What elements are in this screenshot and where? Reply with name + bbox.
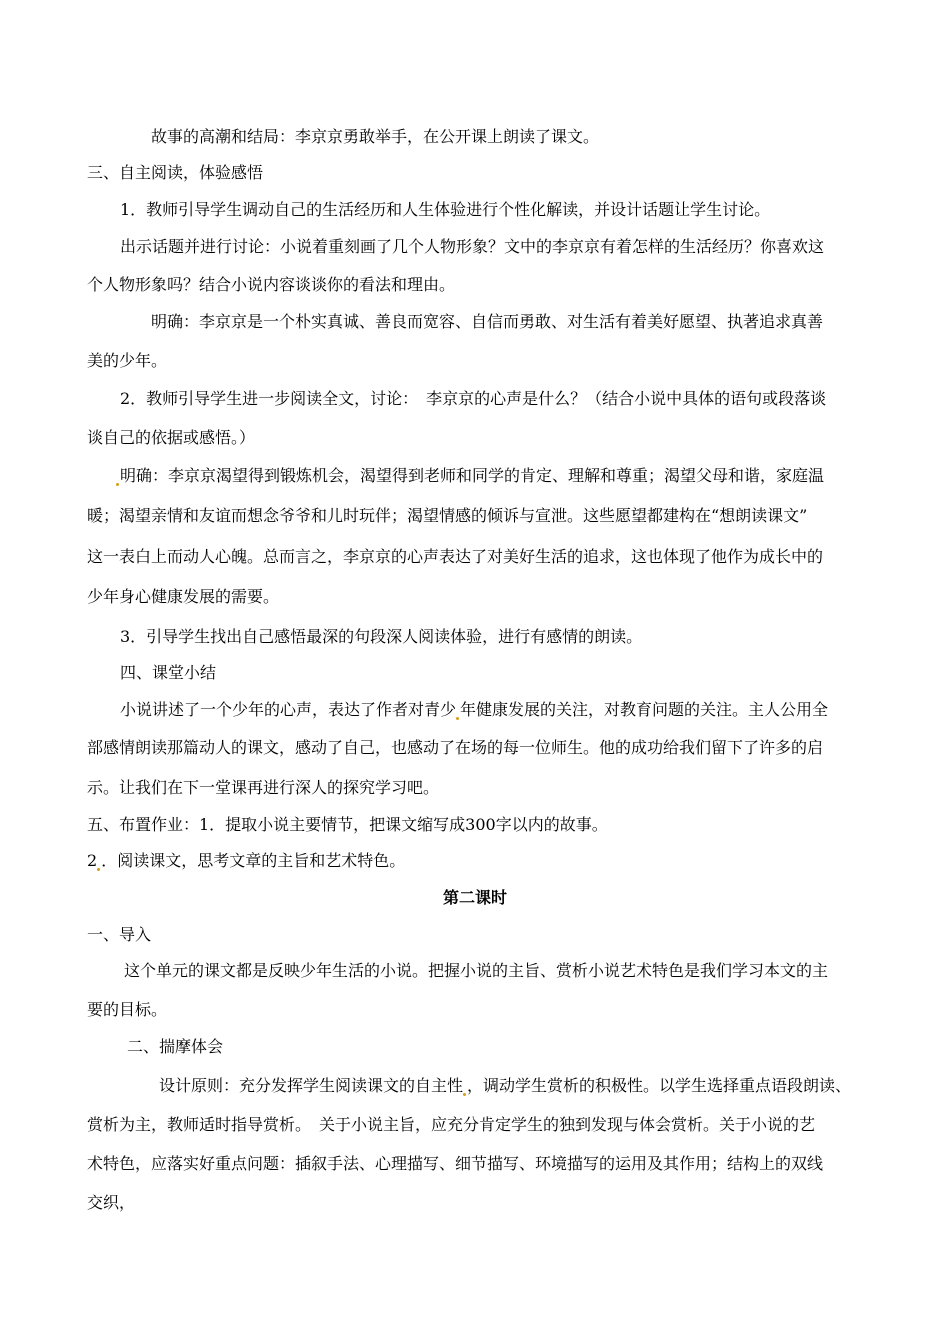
mark-dot-icon xyxy=(97,868,100,871)
text-line xyxy=(87,851,405,871)
text-line: 个人物形象吗？结合小说内容谈谈你的看法和理由。 xyxy=(87,275,456,294)
text-line: 美的少年。 xyxy=(87,351,168,370)
text-line: 这一表白上而动人心魄。总而言之，李京京的心声表达了对美好生活的追求，这也体现了他作为成长中的 xyxy=(87,547,824,566)
text-line: 术特色，应落实好重点问题：插叙手法、心理描写、细节描写、环境描写的运用及其作用；结构上的双线 xyxy=(87,1154,824,1173)
section-heading: 三、自主阅读，体验感悟 xyxy=(87,163,264,182)
text-span: ，调动学生赏析的积极性。以学生选择重点语段朗读、 xyxy=(467,1076,852,1095)
text-line xyxy=(159,1076,851,1096)
text-span: 年健康发展的关注，对教育问题的关注。主人公用全 xyxy=(460,700,829,719)
mark-dot-icon xyxy=(456,717,459,720)
text-line: 明确：李京京是一个朴实真诚、善良而宽容、自信而勇敢、对生活有着美好愿望、执著追求真善 xyxy=(151,312,824,331)
text-line: 暖；渴望亲情和友谊而想念爷爷和儿时玩伴；渴望情感的倾诉与宣泄。这些愿望都建构在“想朗读课文” xyxy=(87,506,808,525)
mark-dot-icon xyxy=(116,483,119,486)
text-line xyxy=(120,700,828,720)
text-span: 小说讲述了一个少年的心声，表达了作者对青少 xyxy=(120,700,457,719)
text-span: 设计原则：充分发挥学生阅读课文的自主性 xyxy=(159,1076,464,1095)
text-span: ．阅读课文，思考文章的主旨和艺术特色。 xyxy=(101,851,406,870)
text-line: 交织， xyxy=(87,1193,136,1212)
text-span: 2 xyxy=(87,851,98,870)
section-heading: 四、课堂小结 xyxy=(120,663,217,682)
mark-dot-icon xyxy=(463,1093,466,1096)
text-line: 故事的高潮和结局：李京京勇敢举手，在公开课上朗读了课文。 xyxy=(151,127,600,146)
text-line: 2．教师引导学生进一步阅读全文，讨论： 李京京的心声是什么？（结合小说中具体的语句或段落谈 xyxy=(120,389,827,408)
section-heading: 二、揣摩体会 xyxy=(127,1037,224,1056)
text-line: 示。让我们在下一堂课再进行深人的探究学习吧。 xyxy=(87,778,440,797)
text-span: 明确：李京京渴望得到锻炼机会，渴望得到老师和同学的肯定、理解和尊重；渴望父母和谐，家庭温 xyxy=(120,466,825,485)
text-line: 部感情朗读那篇动人的课文，感动了自己，也感动了在场的每一位师生。他的成功给我们留下了许多的启 xyxy=(87,738,824,757)
text-line: 少年身心健康发展的需要。 xyxy=(87,587,280,606)
text-line xyxy=(116,466,824,486)
text-line: 谈自己的依据或感悟。） xyxy=(87,428,256,447)
section-heading: 一、导入 xyxy=(87,925,152,944)
text-line: 1．教师引导学生调动自己的生活经历和人生体验进行个性化解读，并设计话题让学生讨论。 xyxy=(120,200,771,219)
text-line: 要的目标。 xyxy=(87,1000,168,1019)
lesson-title: 第二课时 xyxy=(442,888,507,907)
text-line: 赏析为主，教师适时指导赏析。 关于小说主旨，应充分肯定学生的独到发现与体会赏析。关于小说的艺 xyxy=(87,1115,816,1134)
section-heading: 五、布置作业：1．提取小说主要情节，把课文缩写成300字以内的故事。 xyxy=(87,815,608,834)
text-line: 这个单元的课文都是反映少年生活的小说。把握小说的主旨、赏析小说艺术特色是我们学习本文的主 xyxy=(124,961,829,980)
text-line: 出示话题并进行讨论：小说着重刻画了几个人物形象？文中的李京京有着怎样的生活经历？你喜欢这 xyxy=(120,237,825,256)
text-line: 3．引导学生找出自己感悟最深的句段深人阅读体验，进行有感情的朗读。 xyxy=(120,627,643,646)
